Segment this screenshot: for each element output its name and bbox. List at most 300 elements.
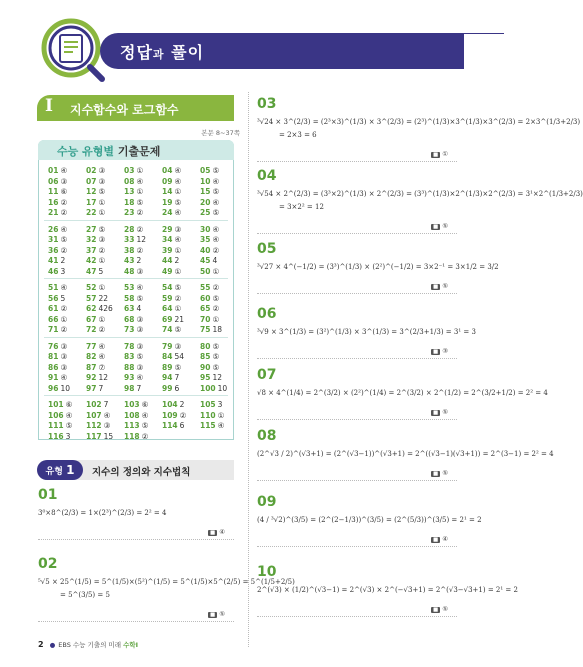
answer-cell [48,235,67,244]
answer-cell [200,256,217,265]
type-badge-number: 1 [66,463,75,477]
answer-cell-number: 64 [162,304,173,313]
solution-equation: ³√9 × 3^(1/3) = (3²)^(1/3) × 3^(1/3) = 3^(2/3+1/3) = 3¹ = 3 [257,328,476,336]
answer-cell-value: ③ [60,352,68,361]
answer-cell-number: 56 [48,293,59,303]
answer-cell-value: ① [98,208,106,217]
problem-divider [257,419,457,420]
answer-cell [48,208,67,217]
answer-cell [124,208,143,217]
answer-grid-row [48,177,228,187]
answer-cell [86,421,110,430]
answer-cell-number: 44 [162,256,173,265]
answer-cell-number: 49 [162,266,173,276]
answer-cell [86,187,105,196]
answer-cell-value: 12 [98,373,108,382]
answer-cell-number: 11 [48,187,59,196]
problem-divider [38,621,234,622]
answer-cell-value: ④ [136,373,144,382]
answer-cell-number: 77 [86,341,97,351]
answer-cell-value: 5 [60,293,66,303]
answer-cell [86,208,105,217]
answer-cell [48,225,67,234]
answer-cell-value: ③ [136,325,144,334]
answer-cell-value: 7 [103,400,109,409]
answer-cell [162,177,181,186]
answer-cell [86,256,105,265]
answer-cell-number: 28 [124,224,135,234]
answer-cell-value: ② [60,304,68,313]
answer-cell-value: 4 [212,256,218,265]
answer-cell [200,400,222,409]
answer-cell-number: 31 [48,235,59,244]
section-page-reference: 본문 8~37쪽 [201,129,240,137]
answer-cell-value: 21 [174,314,184,324]
answer-cell-value: 2 [136,256,142,265]
answer-cell-value: ① [98,283,106,292]
answer-cell-number: 12 [86,187,97,196]
answer-cell-number: 53 [124,283,135,292]
answer-cell [124,421,148,430]
answer-cell-number: 14 [162,187,173,196]
page-title [120,40,204,63]
answer-cell [124,342,143,351]
answer-cell-number: 54 [162,283,173,292]
answer-cell-number: 41 [48,256,59,265]
answer-cell [48,246,67,255]
answer-grid-title-colored: 수능 유형별 [57,145,114,158]
answer-cell-number: 86 [48,362,59,372]
answer-tag-icon: ■ [433,537,439,543]
problem-divider [257,358,457,359]
answer-cell-number: 111 [48,421,64,430]
answer-cell [124,177,143,186]
answer-cell [162,352,184,361]
answer-grid-row [48,166,228,176]
answer-cell-number: 91 [48,373,59,382]
answer-cell [124,304,141,313]
answer-cell-number: 101 [48,400,64,409]
answer-cell [162,208,181,217]
answer-cell-value: ② [60,325,68,334]
answer-grid-row [48,225,228,235]
answer-cell-value: ③ [174,341,182,351]
answer-cell [48,432,70,441]
answer-cell-number: 60 [200,293,211,303]
answer-cell [162,294,181,303]
answer-cell-number: 74 [162,325,173,334]
answer-cell-value: ③ [136,362,144,372]
answer-cell [48,421,72,430]
answer-cell-number: 16 [48,197,59,207]
answer-cell-value: ④ [103,410,111,420]
answer-grid-row [48,432,228,442]
answer-cell [86,325,105,334]
answer-cell [162,421,184,430]
answer-cell [48,384,70,393]
answer-cell [124,400,148,409]
answer-cell-value: ⑤ [212,352,220,361]
answer-cell [48,198,67,207]
answer-grid-row [48,294,228,304]
answer-grid-row [48,256,228,266]
answer-mark [431,408,448,416]
answer-cell-value: ④ [141,410,149,420]
answer-cell [48,411,72,420]
answer-cell-value: ② [136,208,144,217]
answer-cell-number: 107 [86,410,102,420]
answer-cell [48,267,65,276]
answer-cell [162,325,181,334]
answer-cell-number: 103 [124,400,140,409]
answer-cell [124,315,143,324]
type-badge-label: 유형 [45,467,63,477]
answer-cell [86,166,105,175]
answer-cell-number: 58 [124,293,135,303]
problem-divider [257,480,457,481]
answer-cell [86,363,105,372]
answer-mark [208,528,225,536]
answer-cell [124,294,143,303]
answer-value: ⑤ [219,610,226,618]
answer-cell [162,342,181,351]
answer-cell-number: 45 [200,256,211,265]
page-title-connector: 과 [152,48,165,61]
answer-cell-number: 96 [48,383,59,393]
answer-cell [48,325,67,334]
answer-cell-value: ⑤ [174,197,182,207]
solution-equation: ³√27 × 4^(−1/2) = (3³)^(1/3) × (2²)^(−1/2) = 3×2⁻¹ = 3×1/2 = 3/2 [257,263,499,271]
answer-cell [162,225,181,234]
answer-cell-number: 63 [124,304,135,313]
answer-cell-value: 3 [60,266,66,276]
footer-bullet-icon: ● [49,641,56,649]
answer-mark [431,605,448,613]
answer-value: ⑤ [442,469,449,477]
answer-cell-number: 36 [48,245,59,255]
answer-cell-value: ② [136,224,144,234]
solution-equation: √8 × 4^(1/4) = 2^(3/2) × (2²)^(1/4) = 2^(3/2) × 2^(1/2) = 2^(3/2+1/2) = 2² = 4 [257,389,548,397]
answer-cell-value: 4 [136,304,142,313]
answer-cell-number: 106 [48,410,64,420]
answer-cell-number: 57 [86,293,97,303]
answer-cell-number: 10 [200,176,211,186]
answer-cell [86,373,108,382]
answer-cell-value: ② [141,431,149,441]
answer-cell [124,256,141,265]
answer-cell-number: 18 [124,197,135,207]
answer-cell-number: 94 [162,373,173,382]
answer-cell-number: 87 [86,362,97,372]
answer-cell [124,325,143,334]
answer-cell-value: ③ [103,421,111,430]
answer-cell [200,246,219,255]
answer-cell-number: 117 [86,431,102,441]
answer-cell [200,411,224,420]
answer-cell-value: ① [217,410,225,420]
answer-cell [48,187,67,196]
answer-cell-number: 76 [48,341,59,351]
answer-cell-number: 78 [124,341,135,351]
answer-cell [48,304,67,313]
answer-cell [124,187,143,196]
answer-mark [431,469,448,477]
answer-cell-value: ⑤ [174,362,182,372]
answer-cell [48,352,67,361]
answer-cell [124,363,143,372]
answer-cell [162,246,181,255]
answer-cell-number: 118 [124,431,140,441]
answer-value: ⑤ [442,222,449,230]
answer-cell-value: ⑤ [212,187,220,196]
answer-cell-number: 03 [124,166,135,175]
answer-cell-value: ⑤ [60,235,68,244]
answer-cell [86,342,105,351]
answer-cell-number: 85 [200,352,211,361]
answer-grid-row [48,325,228,335]
answer-cell-number: 113 [124,421,140,430]
answer-value: ⑤ [442,605,449,613]
answer-cell-number: 40 [200,245,211,255]
answer-cell [162,400,184,409]
answer-cell-value: ③ [174,224,182,234]
answer-cell-value: 6 [174,383,180,393]
answer-cell [162,411,186,420]
answer-cell-value: 7 [98,383,104,393]
answer-cell-value: 10 [60,383,70,393]
problem-number: 09 [257,494,277,510]
problem-divider [257,616,457,617]
answer-tag-icon: ■ [433,607,439,613]
answer-cell-value: 2 [60,256,66,265]
answer-cell [124,384,141,393]
answer-cell [200,325,222,334]
type-badge [37,460,83,480]
answer-cell-number: 71 [48,325,59,334]
answer-cell-value: ① [98,197,106,207]
solution-equation: ³√24 × 3^(2/3) = (2³×3)^(1/3) × 3^(2/3) = (2³)^(1/3)×3^(1/3)×3^(2/3) = 2×3^(1/3+2/3) [257,118,581,126]
answer-cell-value: ① [174,304,182,313]
answer-grid-row [48,235,228,245]
answer-cell [162,283,181,292]
answer-cell [124,198,143,207]
answer-cell-value: ② [174,293,182,303]
answer-cell-number: 97 [86,383,97,393]
answer-cell [48,342,67,351]
answer-cell [200,267,219,276]
answer-cell [200,421,224,430]
answer-cell-value: 18 [212,325,222,334]
answer-cell-number: 75 [200,325,211,334]
answer-cell-value: ① [60,314,68,324]
problem-divider [38,539,234,540]
answer-cell-value: ② [98,325,106,334]
answer-grid-title [57,143,160,159]
answer-cell-value: ④ [174,235,182,244]
answer-cell [200,363,219,372]
answer-cell-number: 79 [162,341,173,351]
answer-cell-value: 54 [174,352,184,361]
answer-mark [431,150,448,158]
footer-brand: EBS 수능 기출의 미래 [58,641,121,649]
answer-cell [162,363,181,372]
answer-cell-value: ④ [60,373,68,382]
answer-cell-number: 100 [200,383,216,393]
answer-cell-number: 39 [162,245,173,255]
answer-cell-value: ④ [174,166,182,175]
answer-cell [48,256,65,265]
answer-grid-row [48,421,228,431]
answer-cell-value: ④ [136,176,144,186]
answer-cell-value: ① [98,314,106,324]
answer-cell [48,363,67,372]
answer-cell-value: ④ [217,421,225,430]
answer-cell-value: 6 [179,421,185,430]
answer-cell-value: ② [60,197,68,207]
answer-cell [162,256,179,265]
problem-divider [257,233,457,234]
answer-cell-value: ③ [136,314,144,324]
answer-cell-number: 109 [162,410,178,420]
answer-cell-value: ⑤ [212,166,220,175]
answer-cell-number: 90 [200,362,211,372]
answer-cell-number: 21 [48,208,59,217]
answer-grid-row [48,246,228,256]
answer-cell [86,411,110,420]
answer-cell-value: 7 [174,373,180,382]
answer-cell-value: ① [136,166,144,175]
problem-number: 04 [257,168,277,184]
answer-cell [86,267,103,276]
answer-cell-number: 88 [124,362,135,372]
answer-cell-value: ④ [174,176,182,186]
answer-cell-number: 46 [48,266,59,276]
answer-cell [86,352,105,361]
problem-number: 03 [257,96,277,112]
answer-cell [124,432,148,441]
answer-cell-number: 82 [86,352,97,361]
answer-grid-separator [44,395,228,396]
answer-grid-row [48,283,228,293]
answer-cell-value: ⑤ [136,197,144,207]
answer-cell [200,315,219,324]
answer-mark [431,282,448,290]
answer-cell [162,198,181,207]
answer-cell-value: ④ [60,283,68,292]
answer-cell [200,187,219,196]
answer-cell-number: 08 [124,176,135,186]
answer-cell-value: ⑤ [212,293,220,303]
answer-cell-value: ⑥ [141,400,149,409]
answer-cell-number: 61 [48,304,59,313]
solution-equation: ⁵√5 × 25^(1/5) = 5^(1/5)×(5²)^(1/5) = 5^(1/5)×5^(2/5) = 5^(1/5+2/5) [38,578,295,586]
answer-cell-number: 15 [200,187,211,196]
answer-tag-icon: ■ [210,612,216,618]
answer-cell [86,246,105,255]
answer-cell-number: 48 [124,266,135,276]
answer-value: ⑤ [442,408,449,416]
answer-cell [200,304,219,313]
answer-cell-number: 09 [162,176,173,186]
answer-cell-value: ④ [212,224,220,234]
answer-cell [162,315,184,324]
answer-cell-number: 67 [86,314,97,324]
answer-tag-icon: ■ [433,152,439,158]
footer-subject: 수학Ⅰ [123,641,139,649]
answer-cell [48,177,67,186]
answer-cell-value: ⑦ [98,362,106,372]
problem-number: 02 [38,556,58,572]
answer-cell [200,373,222,382]
solution-equation: (4 / ³√2)^(3/5) = (2^(2−1/3))^(3/5) = (2^(5/3))^(3/5) = 2¹ = 2 [257,516,482,524]
answer-cell-number: 110 [200,410,216,420]
answer-cell-value: ③ [98,166,106,175]
answer-cell-number: 70 [200,314,211,324]
problem-number: 08 [257,428,277,444]
magnifier-document-icon [38,15,108,85]
answer-cell [200,352,219,361]
answer-cell [162,267,181,276]
answer-cell-value: 5 [98,266,104,276]
answer-cell-number: 72 [86,325,97,334]
answer-cell-value: ② [212,283,220,292]
answer-cell [48,400,72,409]
answer-cell-value: ④ [212,235,220,244]
answer-cell-value: ② [179,410,187,420]
answer-cell-value: 426 [98,304,113,313]
answer-cell-value: ④ [212,176,220,186]
answer-cell-value: ⑤ [98,187,106,196]
answer-cell-value: ⑤ [136,352,144,361]
answer-cell-value: ⑤ [212,341,220,351]
answer-cell-value: ④ [98,352,106,361]
answer-cell-number: 22 [86,208,97,217]
answer-cell [86,315,105,324]
answer-cell-number: 81 [48,352,59,361]
answer-cell-value: ⑤ [174,325,182,334]
answer-grid-row [48,267,228,277]
answer-cell-number: 114 [162,421,178,430]
answer-cell [124,411,148,420]
answer-cell-number: 27 [86,224,97,234]
header-rule [464,33,504,69]
answer-grid-separator [44,220,228,221]
answer-cell-number: 108 [124,410,140,420]
answer-cell-value: ④ [136,283,144,292]
column-divider [248,92,249,647]
answer-cell [162,304,181,313]
answer-value: ③ [442,347,449,355]
answer-cell [162,384,179,393]
answer-cell-value: ③ [136,341,144,351]
answer-cell-number: 73 [124,325,135,334]
answer-cell [124,235,146,244]
answer-grid-row [48,304,228,314]
answer-value: ④ [219,528,226,536]
solution-equation: 2^(√3) × (1/2)^(√3−1) = 2^(√3) × 2^(−√3+1) = 2^(√3−√3+1) = 2¹ = 2 [257,586,518,594]
problem-divider [257,161,457,162]
solution-equation: = 3×2² = 12 [279,203,324,211]
answer-grid-row [48,400,228,410]
answer-cell-number: 92 [86,373,97,382]
answer-cell [86,384,103,393]
problem-number: 06 [257,306,277,322]
answer-cell [124,283,143,292]
answer-cell-number: 80 [200,341,211,351]
answer-cell-number: 35 [200,235,211,244]
answer-tag-icon: ■ [210,530,216,536]
answer-cell-value: ⑤ [174,283,182,292]
